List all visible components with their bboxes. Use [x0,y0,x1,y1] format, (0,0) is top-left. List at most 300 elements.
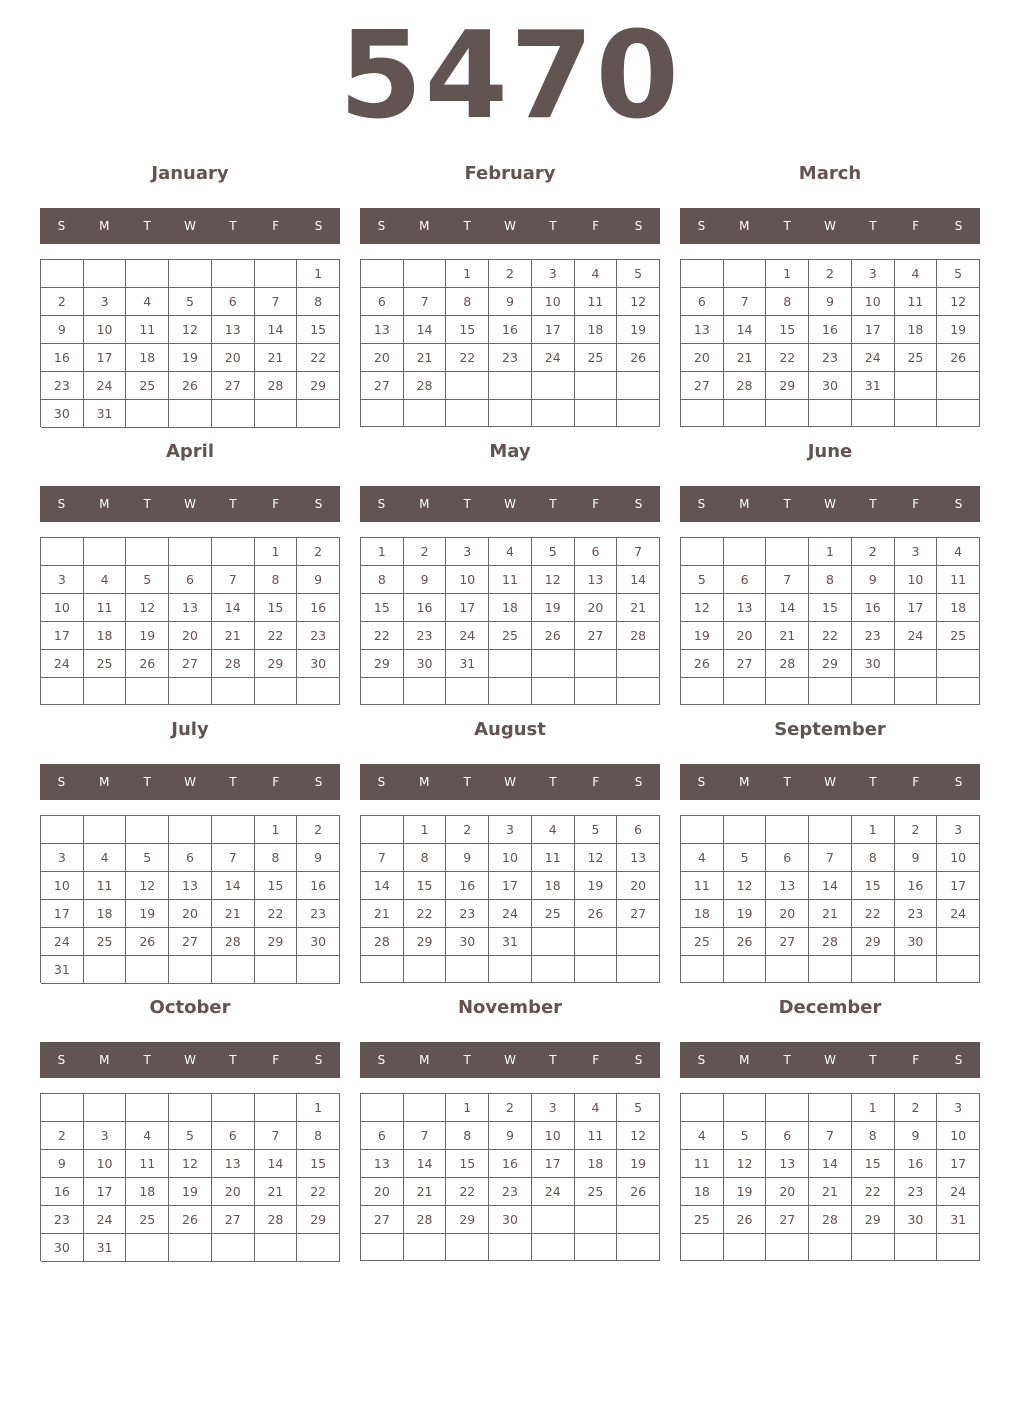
day-cell: 23 [41,372,84,400]
day-cell: 20 [575,594,618,622]
day-cell: 1 [446,260,489,288]
day-cell: 14 [766,594,809,622]
day-cell: 25 [681,1206,724,1234]
day-cell: 8 [446,1122,489,1150]
day-cell: 7 [212,566,255,594]
empty-cell [126,538,169,566]
weekday-header [360,486,660,522]
day-cell: 24 [532,1178,575,1206]
weekday-label: T [143,775,151,789]
day-cell: 5 [126,844,169,872]
empty-cell [169,678,212,705]
empty-cell [489,956,532,983]
day-cell: 4 [532,816,575,844]
day-cell: 16 [446,872,489,900]
day-cell: 1 [852,816,895,844]
empty-cell [41,816,84,844]
day-cell: 21 [404,1178,447,1206]
empty-cell [532,400,575,427]
empty-cell [575,650,618,678]
day-cell: 8 [809,566,852,594]
empty-cell [212,816,255,844]
day-cell: 6 [617,816,660,844]
day-cell: 31 [41,956,84,984]
day-cell: 28 [404,1206,447,1234]
empty-cell [212,260,255,288]
day-cell: 9 [297,844,340,872]
day-cell: 25 [937,622,980,650]
weekday-label: S [314,1053,323,1067]
day-cell: 24 [41,650,84,678]
day-cell: 14 [255,316,298,344]
day-cell: 24 [84,372,127,400]
empty-cell [169,260,212,288]
weekday-label: S [697,1053,706,1067]
day-cell: 12 [532,566,575,594]
day-cell: 5 [681,566,724,594]
weekday-header [360,764,660,800]
empty-cell [681,956,724,983]
day-cell: 1 [446,1094,489,1122]
day-cell: 23 [41,1206,84,1234]
weekday-header [360,208,660,244]
weekday-label: M [99,219,110,233]
day-cell: 17 [937,872,980,900]
day-cell: 22 [255,900,298,928]
day-cell: 16 [809,316,852,344]
day-cell: 22 [852,1178,895,1206]
day-cell: 2 [489,260,532,288]
day-cell: 26 [575,900,618,928]
day-cell: 12 [126,872,169,900]
day-cell: 12 [617,288,660,316]
day-cell: 16 [489,316,532,344]
day-cell: 31 [937,1206,980,1234]
day-cell: 6 [169,566,212,594]
empty-cell [41,538,84,566]
weekday-header [360,1042,660,1078]
empty-cell [575,956,618,983]
day-cell: 10 [489,844,532,872]
empty-cell [895,400,938,427]
month-name: July [171,719,209,740]
day-cell: 17 [895,594,938,622]
empty-cell [681,1094,724,1122]
weekday-label: M [419,219,430,233]
day-cell: 11 [681,872,724,900]
day-cell: 10 [84,316,127,344]
day-cell: 2 [895,1094,938,1122]
weekday-header [680,764,980,800]
day-cell: 24 [852,344,895,372]
day-cell: 3 [84,1122,127,1150]
day-cell: 26 [126,928,169,956]
weekday-header [40,1042,340,1078]
empty-cell [361,678,404,705]
day-cell: 11 [489,566,532,594]
day-grid [40,815,340,983]
day-cell: 24 [937,1178,980,1206]
day-grid [40,259,340,427]
day-cell: 22 [446,344,489,372]
day-cell: 30 [895,928,938,956]
empty-cell [937,650,980,678]
day-cell: 19 [126,622,169,650]
empty-cell [532,650,575,678]
day-cell: 2 [852,538,895,566]
empty-cell [852,1234,895,1261]
weekday-label: F [912,1053,920,1067]
empty-cell [126,956,169,984]
weekday-label: W [504,219,516,233]
day-cell: 22 [809,622,852,650]
day-cell: 27 [361,1206,404,1234]
day-cell: 15 [361,594,404,622]
empty-cell [169,816,212,844]
weekday-label: T [463,775,471,789]
weekday-label: S [377,775,386,789]
day-cell: 15 [766,316,809,344]
day-cell: 11 [895,288,938,316]
weekday-label: M [99,775,110,789]
day-cell: 20 [361,1178,404,1206]
day-cell: 16 [852,594,895,622]
day-cell: 30 [446,928,489,956]
day-grid [40,537,340,705]
day-cell: 18 [937,594,980,622]
day-cell: 15 [297,1150,340,1178]
day-cell: 1 [297,1094,340,1122]
weekday-label: W [824,219,836,233]
day-cell: 30 [41,400,84,428]
empty-cell [212,538,255,566]
day-cell: 25 [575,1178,618,1206]
weekday-label: S [634,1053,643,1067]
day-cell: 10 [895,566,938,594]
weekday-label: M [739,1053,750,1067]
day-cell: 5 [617,260,660,288]
empty-cell [489,372,532,400]
day-cell: 20 [766,1178,809,1206]
day-cell: 1 [361,538,404,566]
empty-cell [852,678,895,705]
empty-cell [489,678,532,705]
day-cell: 8 [852,844,895,872]
day-cell: 2 [297,816,340,844]
day-cell: 4 [489,538,532,566]
day-cell: 18 [84,622,127,650]
day-cell: 29 [255,650,298,678]
month-name: June [807,441,853,462]
weekday-label: F [272,497,280,511]
day-grid [360,815,660,983]
empty-cell [255,260,298,288]
weekday-header [40,764,340,800]
day-cell: 16 [297,594,340,622]
empty-cell [724,1234,767,1261]
day-cell: 27 [617,900,660,928]
day-cell: 22 [852,900,895,928]
day-cell: 2 [895,816,938,844]
empty-cell [212,678,255,705]
day-cell: 2 [41,288,84,316]
day-cell: 27 [212,372,255,400]
weekday-label: S [954,1053,963,1067]
empty-cell [724,538,767,566]
day-cell: 5 [617,1094,660,1122]
empty-cell [681,1234,724,1261]
day-cell: 19 [724,900,767,928]
weekday-label: W [504,497,516,511]
empty-cell [575,1206,618,1234]
empty-cell [724,678,767,705]
day-cell: 30 [809,372,852,400]
weekday-label: S [377,219,386,233]
day-cell: 29 [809,650,852,678]
empty-cell [41,678,84,705]
day-cell: 17 [446,594,489,622]
empty-cell [809,1234,852,1261]
day-cell: 4 [937,538,980,566]
empty-cell [937,372,980,400]
empty-cell [126,678,169,705]
day-cell: 17 [41,900,84,928]
day-cell: 14 [212,594,255,622]
month-name: February [464,163,556,184]
day-cell: 19 [575,872,618,900]
day-cell: 13 [212,316,255,344]
day-cell: 18 [681,900,724,928]
empty-cell [895,956,938,983]
day-cell: 10 [84,1150,127,1178]
empty-cell [126,1094,169,1122]
day-cell: 19 [617,316,660,344]
weekday-label: S [377,1053,386,1067]
weekday-label: S [954,497,963,511]
empty-cell [575,928,618,956]
day-cell: 18 [575,316,618,344]
day-cell: 7 [766,566,809,594]
day-cell: 19 [937,316,980,344]
day-cell: 3 [446,538,489,566]
day-cell: 2 [404,538,447,566]
day-cell: 17 [489,872,532,900]
empty-cell [575,1234,618,1261]
day-cell: 20 [212,344,255,372]
empty-cell [212,956,255,984]
day-cell: 8 [852,1122,895,1150]
day-cell: 20 [212,1178,255,1206]
day-cell: 25 [575,344,618,372]
day-cell: 21 [212,622,255,650]
day-cell: 11 [84,594,127,622]
empty-cell [681,400,724,427]
empty-cell [532,1234,575,1261]
day-cell: 8 [404,844,447,872]
empty-cell [617,400,660,427]
day-cell: 9 [41,1150,84,1178]
weekday-label: S [634,219,643,233]
weekday-label: T [549,219,557,233]
day-cell: 1 [766,260,809,288]
empty-cell [724,956,767,983]
day-cell: 8 [361,566,404,594]
day-cell: 18 [489,594,532,622]
day-cell: 6 [361,288,404,316]
day-cell: 15 [404,872,447,900]
day-cell: 12 [681,594,724,622]
day-cell: 27 [575,622,618,650]
empty-cell [212,400,255,428]
day-cell: 5 [575,816,618,844]
day-cell: 31 [852,372,895,400]
month-name: October [149,997,231,1018]
empty-cell [895,650,938,678]
day-cell: 22 [404,900,447,928]
weekday-label: T [549,1053,557,1067]
empty-cell [681,538,724,566]
empty-cell [126,400,169,428]
day-cell: 14 [809,872,852,900]
empty-cell [361,1094,404,1122]
day-cell: 25 [84,928,127,956]
empty-cell [681,678,724,705]
day-cell: 2 [446,816,489,844]
day-cell: 6 [361,1122,404,1150]
weekday-label: T [229,775,237,789]
weekday-label: F [272,219,280,233]
day-cell: 23 [446,900,489,928]
day-cell: 15 [446,1150,489,1178]
weekday-label: T [229,219,237,233]
day-cell: 9 [446,844,489,872]
day-cell: 25 [895,344,938,372]
empty-cell [446,372,489,400]
day-cell: 29 [404,928,447,956]
weekday-label: T [869,219,877,233]
weekday-label: M [419,1053,430,1067]
day-cell: 28 [255,1206,298,1234]
empty-cell [809,678,852,705]
day-cell: 29 [852,1206,895,1234]
weekday-label: S [697,219,706,233]
weekday-label: W [824,775,836,789]
empty-cell [361,1234,404,1261]
day-cell: 5 [724,1122,767,1150]
empty-cell [766,538,809,566]
day-cell: 12 [937,288,980,316]
month-name: December [778,997,882,1018]
empty-cell [84,1094,127,1122]
empty-cell [41,260,84,288]
empty-cell [766,1094,809,1122]
day-cell: 13 [766,1150,809,1178]
day-cell: 11 [681,1150,724,1178]
empty-cell [255,1234,298,1262]
day-cell: 16 [41,1178,84,1206]
day-cell: 18 [681,1178,724,1206]
day-cell: 14 [255,1150,298,1178]
day-cell: 28 [212,650,255,678]
day-cell: 31 [446,650,489,678]
day-cell: 18 [126,1178,169,1206]
day-cell: 5 [126,566,169,594]
empty-cell [84,956,127,984]
day-cell: 21 [617,594,660,622]
day-cell: 24 [446,622,489,650]
day-cell: 10 [937,1122,980,1150]
day-cell: 28 [809,1206,852,1234]
month-name: August [474,719,546,740]
weekday-label: W [184,775,196,789]
weekday-label: M [419,497,430,511]
day-cell: 7 [212,844,255,872]
day-cell: 23 [297,622,340,650]
day-cell: 3 [895,538,938,566]
day-cell: 5 [937,260,980,288]
day-cell: 3 [532,260,575,288]
day-cell: 11 [126,316,169,344]
empty-cell [212,1234,255,1262]
day-cell: 1 [809,538,852,566]
day-cell: 7 [255,288,298,316]
weekday-label: S [634,775,643,789]
day-cell: 1 [255,816,298,844]
empty-cell [532,928,575,956]
empty-cell [169,1094,212,1122]
weekday-header [40,486,340,522]
day-cell: 26 [937,344,980,372]
day-cell: 21 [404,344,447,372]
day-cell: 3 [489,816,532,844]
empty-cell [766,956,809,983]
weekday-label: W [184,1053,196,1067]
empty-cell [255,400,298,428]
day-cell: 2 [489,1094,532,1122]
day-cell: 8 [766,288,809,316]
day-cell: 10 [41,872,84,900]
day-cell: 16 [404,594,447,622]
weekday-label: S [314,219,323,233]
day-cell: 10 [446,566,489,594]
day-cell: 17 [532,1150,575,1178]
day-cell: 9 [895,1122,938,1150]
empty-cell [84,260,127,288]
empty-cell [361,956,404,983]
day-cell: 31 [84,1234,127,1262]
weekday-label: F [592,775,600,789]
weekday-label: S [314,775,323,789]
day-cell: 29 [766,372,809,400]
empty-cell [766,1234,809,1261]
weekday-label: S [634,497,643,511]
day-cell: 16 [895,872,938,900]
weekday-header [680,208,980,244]
day-grid [680,259,980,427]
weekday-label: S [57,1053,66,1067]
day-cell: 12 [169,316,212,344]
day-cell: 16 [297,872,340,900]
day-cell: 27 [361,372,404,400]
day-cell: 29 [255,928,298,956]
weekday-label: T [783,775,791,789]
day-cell: 30 [895,1206,938,1234]
day-cell: 10 [532,288,575,316]
day-cell: 9 [404,566,447,594]
day-cell: 26 [724,928,767,956]
day-cell: 21 [361,900,404,928]
weekday-label: S [954,219,963,233]
